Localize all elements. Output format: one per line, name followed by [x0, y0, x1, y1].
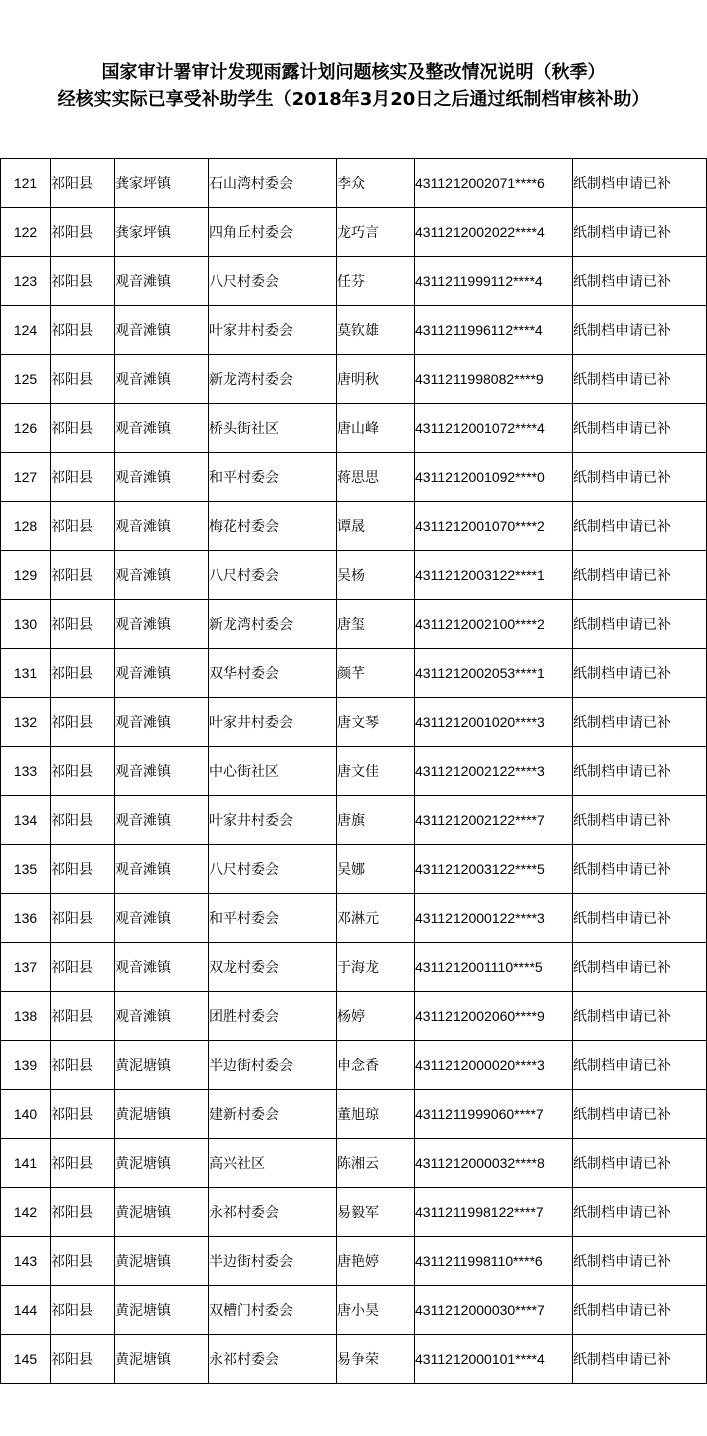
student-name-cell: 唐玺 [337, 600, 415, 649]
table-row [1, 1286, 707, 1335]
id-number-cell: 4311212002122****7 [415, 796, 573, 845]
row-number: 134 [1, 796, 51, 845]
town-cell: 观音滩镇 [115, 649, 209, 698]
student-name-cell: 董旭琼 [337, 1090, 415, 1139]
student-name-cell: 吴娜 [337, 845, 415, 894]
id-number-cell: 4311212001070****2 [415, 502, 573, 551]
town-cell: 观音滩镇 [115, 404, 209, 453]
county-cell: 祁阳县 [51, 257, 115, 306]
row-number: 139 [1, 1041, 51, 1090]
town-cell: 黄泥塘镇 [115, 1237, 209, 1286]
table-row [1, 355, 707, 404]
status-cell: 纸制档申请已补 [573, 845, 707, 894]
table-row [1, 404, 707, 453]
student-name-cell: 于海龙 [337, 943, 415, 992]
town-cell: 黄泥塘镇 [115, 1041, 209, 1090]
county-cell: 祁阳县 [51, 306, 115, 355]
row-number: 122 [1, 208, 51, 257]
student-name-cell: 易争荣 [337, 1335, 415, 1384]
id-number-cell: 4311212001110****5 [415, 943, 573, 992]
row-number: 143 [1, 1237, 51, 1286]
row-number: 145 [1, 1335, 51, 1384]
town-cell: 观音滩镇 [115, 600, 209, 649]
table-row [1, 1041, 707, 1090]
status-cell: 纸制档申请已补 [573, 1237, 707, 1286]
id-number-cell: 4311212002053****1 [415, 649, 573, 698]
table-row [1, 845, 707, 894]
county-cell: 祁阳县 [51, 1335, 115, 1384]
status-cell: 纸制档申请已补 [573, 992, 707, 1041]
row-number: 132 [1, 698, 51, 747]
id-number-cell: 4311212000020****3 [415, 1041, 573, 1090]
table-row [1, 1237, 707, 1286]
table-row [1, 502, 707, 551]
county-cell: 祁阳县 [51, 845, 115, 894]
table-row [1, 747, 707, 796]
table-row [1, 208, 707, 257]
village-cell: 八尺村委会 [209, 257, 337, 306]
student-name-cell: 龙巧言 [337, 208, 415, 257]
village-cell: 和平村委会 [209, 453, 337, 502]
student-name-cell: 唐旗 [337, 796, 415, 845]
status-cell: 纸制档申请已补 [573, 1139, 707, 1188]
id-number-cell: 4311211999112****4 [415, 257, 573, 306]
village-cell: 中心街社区 [209, 747, 337, 796]
village-cell: 高兴社区 [209, 1139, 337, 1188]
student-name-cell: 唐文佳 [337, 747, 415, 796]
county-cell: 祁阳县 [51, 894, 115, 943]
student-name-cell: 吴杨 [337, 551, 415, 600]
student-name-cell: 唐山峰 [337, 404, 415, 453]
status-cell: 纸制档申请已补 [573, 159, 707, 208]
id-number-cell: 4311211998110****6 [415, 1237, 573, 1286]
status-cell: 纸制档申请已补 [573, 894, 707, 943]
status-cell: 纸制档申请已补 [573, 1286, 707, 1335]
status-cell: 纸制档申请已补 [573, 1188, 707, 1237]
town-cell: 观音滩镇 [115, 453, 209, 502]
id-number-cell: 4311212002022****4 [415, 208, 573, 257]
id-number-cell: 4311212001020****3 [415, 698, 573, 747]
county-cell: 祁阳县 [51, 502, 115, 551]
village-cell: 双龙村委会 [209, 943, 337, 992]
table-row [1, 698, 707, 747]
town-cell: 观音滩镇 [115, 992, 209, 1041]
village-cell: 叶家井村委会 [209, 306, 337, 355]
row-number: 135 [1, 845, 51, 894]
student-name-cell: 易毅军 [337, 1188, 415, 1237]
town-cell: 黄泥塘镇 [115, 1188, 209, 1237]
student-name-cell: 蒋思思 [337, 453, 415, 502]
village-cell: 双华村委会 [209, 649, 337, 698]
table-row [1, 1090, 707, 1139]
county-cell: 祁阳县 [51, 355, 115, 404]
status-cell: 纸制档申请已补 [573, 943, 707, 992]
village-cell: 永祁村委会 [209, 1335, 337, 1384]
row-number: 141 [1, 1139, 51, 1188]
town-cell: 黄泥塘镇 [115, 1090, 209, 1139]
row-number: 133 [1, 747, 51, 796]
county-cell: 祁阳县 [51, 453, 115, 502]
row-number: 142 [1, 1188, 51, 1237]
village-cell: 石山湾村委会 [209, 159, 337, 208]
row-number: 123 [1, 257, 51, 306]
document-title: 国家审计署审计发现雨露计划问题核实及整改情况说明（秋季） [101, 62, 606, 83]
student-name-cell: 邓淋元 [337, 894, 415, 943]
id-number-cell: 4311212000122****3 [415, 894, 573, 943]
row-number: 140 [1, 1090, 51, 1139]
row-number: 124 [1, 306, 51, 355]
county-cell: 祁阳县 [51, 404, 115, 453]
village-cell: 叶家井村委会 [209, 796, 337, 845]
status-cell: 纸制档申请已补 [573, 1335, 707, 1384]
status-cell: 纸制档申请已补 [573, 355, 707, 404]
town-cell: 黄泥塘镇 [115, 1139, 209, 1188]
status-cell: 纸制档申请已补 [573, 551, 707, 600]
student-name-cell: 莫钦雄 [337, 306, 415, 355]
id-number-cell: 4311212001072****4 [415, 404, 573, 453]
id-number-cell: 4311212002060****9 [415, 992, 573, 1041]
document-subtitle: 经核实实际已享受补助学生（2018年3月20日之后通过纸制档审核补助） [57, 89, 650, 110]
student-name-cell: 唐小昊 [337, 1286, 415, 1335]
county-cell: 祁阳县 [51, 943, 115, 992]
town-cell: 龚家坪镇 [115, 208, 209, 257]
status-cell: 纸制档申请已补 [573, 600, 707, 649]
village-cell: 八尺村委会 [209, 845, 337, 894]
student-name-cell: 杨婷 [337, 992, 415, 1041]
student-name-cell: 唐明秋 [337, 355, 415, 404]
student-name-cell: 颜芊 [337, 649, 415, 698]
id-number-cell: 4311212001092****0 [415, 453, 573, 502]
id-number-cell: 4311212000032****8 [415, 1139, 573, 1188]
subsidy-table [0, 158, 707, 1384]
table-row [1, 257, 707, 306]
status-cell: 纸制档申请已补 [573, 453, 707, 502]
town-cell: 观音滩镇 [115, 502, 209, 551]
id-number-cell: 4311212003122****1 [415, 551, 573, 600]
town-cell: 观音滩镇 [115, 943, 209, 992]
county-cell: 祁阳县 [51, 600, 115, 649]
county-cell: 祁阳县 [51, 1188, 115, 1237]
table-row [1, 894, 707, 943]
row-number: 136 [1, 894, 51, 943]
village-cell: 半边街村委会 [209, 1041, 337, 1090]
county-cell: 祁阳县 [51, 159, 115, 208]
id-number-cell: 4311212000101****4 [415, 1335, 573, 1384]
village-cell: 永祁村委会 [209, 1188, 337, 1237]
table-row [1, 992, 707, 1041]
village-cell: 四角丘村委会 [209, 208, 337, 257]
status-cell: 纸制档申请已补 [573, 796, 707, 845]
status-cell: 纸制档申请已补 [573, 649, 707, 698]
table-row [1, 159, 707, 208]
table-row [1, 1335, 707, 1384]
status-cell: 纸制档申请已补 [573, 208, 707, 257]
county-cell: 祁阳县 [51, 1090, 115, 1139]
row-number: 126 [1, 404, 51, 453]
table-row [1, 551, 707, 600]
student-name-cell: 任芬 [337, 257, 415, 306]
status-cell: 纸制档申请已补 [573, 306, 707, 355]
student-name-cell: 陈湘云 [337, 1139, 415, 1188]
county-cell: 祁阳县 [51, 992, 115, 1041]
village-cell: 八尺村委会 [209, 551, 337, 600]
town-cell: 黄泥塘镇 [115, 1335, 209, 1384]
county-cell: 祁阳县 [51, 1286, 115, 1335]
county-cell: 祁阳县 [51, 796, 115, 845]
row-number: 128 [1, 502, 51, 551]
village-cell: 桥头街社区 [209, 404, 337, 453]
id-number-cell: 4311212003122****5 [415, 845, 573, 894]
town-cell: 观音滩镇 [115, 306, 209, 355]
village-cell: 叶家井村委会 [209, 698, 337, 747]
student-name-cell: 谭晟 [337, 502, 415, 551]
table-row [1, 1188, 707, 1237]
village-cell: 新龙湾村委会 [209, 355, 337, 404]
town-cell: 黄泥塘镇 [115, 1286, 209, 1335]
county-cell: 祁阳县 [51, 208, 115, 257]
status-cell: 纸制档申请已补 [573, 1090, 707, 1139]
id-number-cell: 4311211996112****4 [415, 306, 573, 355]
id-number-cell: 4311212002071****6 [415, 159, 573, 208]
status-cell: 纸制档申请已补 [573, 257, 707, 306]
id-number-cell: 4311211999060****7 [415, 1090, 573, 1139]
status-cell: 纸制档申请已补 [573, 1041, 707, 1090]
town-cell: 龚家坪镇 [115, 159, 209, 208]
county-cell: 祁阳县 [51, 1139, 115, 1188]
table-row [1, 306, 707, 355]
town-cell: 观音滩镇 [115, 796, 209, 845]
county-cell: 祁阳县 [51, 551, 115, 600]
status-cell: 纸制档申请已补 [573, 747, 707, 796]
id-number-cell: 4311212000030****7 [415, 1286, 573, 1335]
table-row [1, 600, 707, 649]
row-number: 127 [1, 453, 51, 502]
town-cell: 观音滩镇 [115, 551, 209, 600]
table-row [1, 1139, 707, 1188]
row-number: 125 [1, 355, 51, 404]
row-number: 138 [1, 992, 51, 1041]
village-cell: 双槽门村委会 [209, 1286, 337, 1335]
table-row [1, 943, 707, 992]
village-cell: 半边街村委会 [209, 1237, 337, 1286]
town-cell: 观音滩镇 [115, 845, 209, 894]
status-cell: 纸制档申请已补 [573, 698, 707, 747]
table-row [1, 796, 707, 845]
village-cell: 和平村委会 [209, 894, 337, 943]
town-cell: 观音滩镇 [115, 894, 209, 943]
student-name-cell: 申念香 [337, 1041, 415, 1090]
town-cell: 观音滩镇 [115, 698, 209, 747]
id-number-cell: 4311212002100****2 [415, 600, 573, 649]
id-number-cell: 4311211998082****9 [415, 355, 573, 404]
village-cell: 梅花村委会 [209, 502, 337, 551]
status-cell: 纸制档申请已补 [573, 502, 707, 551]
town-cell: 观音滩镇 [115, 257, 209, 306]
table-row [1, 649, 707, 698]
id-number-cell: 4311212002122****3 [415, 747, 573, 796]
row-number: 131 [1, 649, 51, 698]
village-cell: 建新村委会 [209, 1090, 337, 1139]
county-cell: 祁阳县 [51, 747, 115, 796]
student-name-cell: 唐文琴 [337, 698, 415, 747]
status-cell: 纸制档申请已补 [573, 404, 707, 453]
county-cell: 祁阳县 [51, 1041, 115, 1090]
row-number: 130 [1, 600, 51, 649]
county-cell: 祁阳县 [51, 698, 115, 747]
row-number: 121 [1, 159, 51, 208]
town-cell: 观音滩镇 [115, 355, 209, 404]
county-cell: 祁阳县 [51, 649, 115, 698]
student-name-cell: 唐艳婷 [337, 1237, 415, 1286]
student-name-cell: 李众 [337, 159, 415, 208]
table-row [1, 453, 707, 502]
id-number-cell: 4311211998122****7 [415, 1188, 573, 1237]
village-cell: 新龙湾村委会 [209, 600, 337, 649]
row-number: 144 [1, 1286, 51, 1335]
county-cell: 祁阳县 [51, 1237, 115, 1286]
row-number: 137 [1, 943, 51, 992]
village-cell: 团胜村委会 [209, 992, 337, 1041]
row-number: 129 [1, 551, 51, 600]
town-cell: 观音滩镇 [115, 747, 209, 796]
